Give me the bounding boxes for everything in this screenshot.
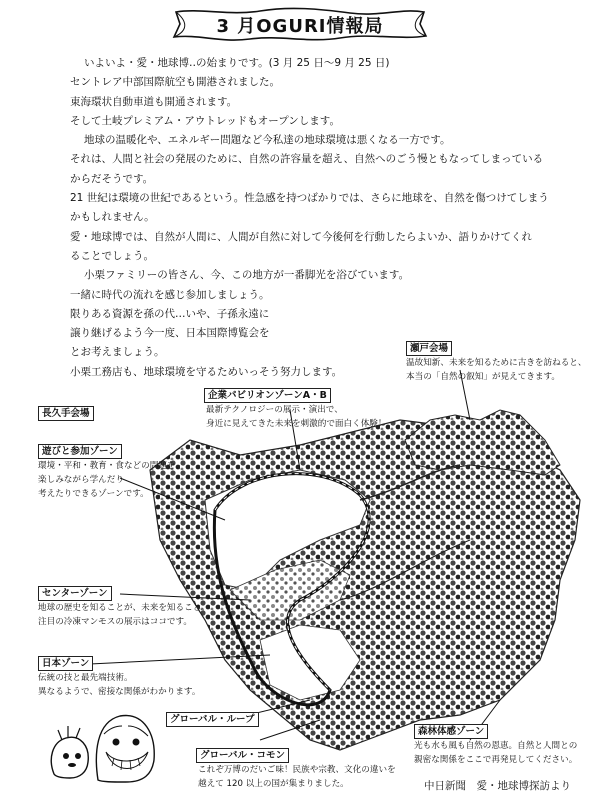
zone-label-seto: 瀬戸会場 <box>406 341 452 356</box>
intro-line: 一緒に時代の流れを感じ参加しましょう。 <box>70 288 270 301</box>
intro-line: 限りある資源を孫の代…いや、子孫永遠に <box>70 307 270 320</box>
zone-label-japan: 日本ゾーン <box>38 656 93 671</box>
intro-line: 小栗ファミリーの皆さん、今、この地方が一番脚光を浴びています。 <box>84 269 410 282</box>
page-title: 3 月OGURI情報局 <box>216 16 384 37</box>
zone-desc-forest: 光も水も風も自然の恩恵。自然と人間との 親密な関係をここで再発見してください。 <box>414 741 578 765</box>
intro-line: セントレア中部国際航空も開港されました。 <box>70 76 280 89</box>
zone-desc-corporate: 最新テクノロジーの展示・演出で、 身近に見えてきた未来を刺激的で面白く体験！ <box>206 405 387 429</box>
intro-line: 小栗工務店も、地球環境を守るためいっそう努力します。 <box>70 365 343 378</box>
intro-line: かもしれません。 <box>70 211 155 224</box>
intro-line: とお考えましょう。 <box>70 346 165 359</box>
zone-desc-commons: これぞ万博のだいご味！民族や宗教、文化の違いを 越えて 120 以上の国が集まりました。 <box>198 765 396 789</box>
zone-desc-play: 環境・平和・教育・食などの問題を、 楽しみながら学んだり 考えたりできるゾーンです。 <box>38 461 185 499</box>
zone-desc-seto: 温故知新、未来を知るために古きを訪ねると、 本当の「自然の叡知」が見えてきます。 <box>406 358 587 382</box>
zone-label-corporate: 企業パビリオンゾーンA・B <box>204 388 331 403</box>
intro-line: それは、人間と社会の発展のために、自然の許容量を超え、自然へのごう慢ともなってしまっている <box>70 153 544 166</box>
zone-desc-japan: 伝統の技と最先端技術。 異なるようで、密接な関係がわかります。 <box>38 673 201 697</box>
zone-label-play: 遊びと参加ゾーン <box>38 444 122 459</box>
zone-label-forest: 森林体感ゾーン <box>414 724 488 739</box>
zone-label-loop: グローバル・ループ <box>166 712 259 727</box>
intro-line: 愛・地球博では、自然が人間に、人間が自然に対して今後何を行動したらよいか、語りかけてくれ <box>70 230 532 243</box>
intro-line: 東海環状自動車道も開通されます。 <box>70 95 238 108</box>
kiccoro-mascot <box>51 726 88 778</box>
footer-credit: 中日新聞 愛・地球博探訪より <box>424 780 571 792</box>
intro-line: ることでしょう。 <box>70 249 154 262</box>
intro-line: からだそうです。 <box>70 172 154 185</box>
intro-line: 地球の温暖化や、エネルギー問題など今私達の地球環境は悪くなる一方です。 <box>84 134 451 147</box>
intro-line: 譲り継げるよう今一度、日本国際博覧会を <box>70 327 270 340</box>
seto-hill <box>405 410 560 475</box>
zone-label-nagakute: 長久手会場 <box>38 406 94 421</box>
mascot-characters <box>44 704 164 784</box>
intro-line: 21 世紀は環境の世紀であるという。性急感を持つばかりでは、さらに地球を、自然を傷つけてしまう <box>70 192 549 205</box>
intro-line: いよいよ・愛・地球博‥の始まりです。(3 月 25 日〜9 月 25 日) <box>84 57 390 69</box>
morizo-mascot <box>96 716 154 782</box>
zone-label-center: センターゾーン <box>38 586 112 601</box>
zone-desc-center: 地球の歴史を知ることが、未来を知ること。 注目の冷凍マンモスの展示はココです。 <box>38 603 210 627</box>
intro-line: そして土岐プレミアム・アウトレッドもオープンします。 <box>70 114 340 127</box>
zone-label-commons: グローバル・コモン <box>196 748 289 763</box>
